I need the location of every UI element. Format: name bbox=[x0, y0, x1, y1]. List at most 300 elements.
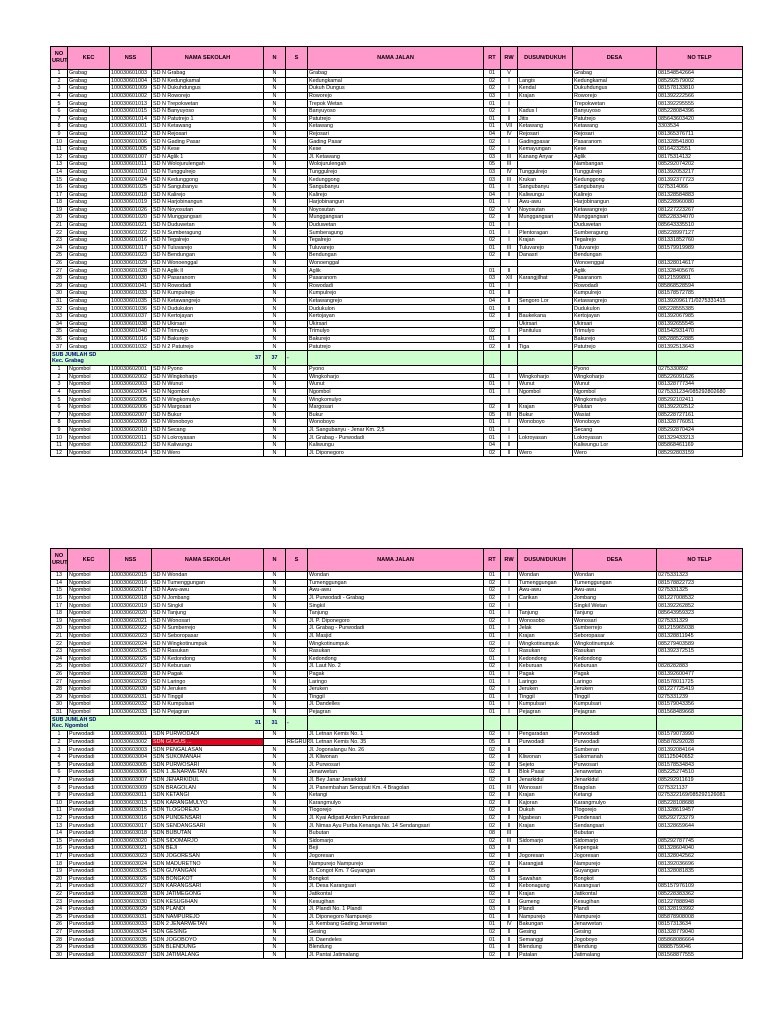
cell-kec: Ngombol bbox=[68, 632, 110, 640]
cell-rt: 01 bbox=[484, 943, 501, 951]
cell-kec: Ngombol bbox=[68, 572, 110, 580]
cell-no-telp: 081328584883 bbox=[657, 191, 743, 199]
cell-dusun: Krajan bbox=[518, 237, 573, 245]
cell-nama-jalan: Jl. Daendeles bbox=[308, 936, 484, 944]
cell-nss: 100030602019 bbox=[110, 602, 152, 610]
cell-rt: 02 bbox=[484, 214, 501, 222]
cell-rt: 01 bbox=[484, 655, 501, 663]
cell-no-telp: 081579919989 bbox=[657, 244, 743, 252]
cell-n: N bbox=[264, 640, 286, 648]
cell-nss: 100030602006 bbox=[110, 403, 152, 411]
cell-desa: Seboropasar bbox=[573, 632, 657, 640]
cell-rw: II bbox=[501, 343, 518, 351]
cell-nama-jalan: Jl. Letnan Kemis No. 1 bbox=[308, 731, 484, 739]
cell-nama-sekolah: SD N Harjobinangun bbox=[152, 199, 264, 207]
cell-dusun: Lokroyasan bbox=[518, 434, 573, 442]
cell-kec: Grabag bbox=[68, 244, 110, 252]
cell-dusun: Krukan bbox=[518, 176, 573, 184]
cell-no-urut: 4 bbox=[51, 754, 68, 762]
cell-s bbox=[286, 365, 308, 373]
cell-s bbox=[286, 396, 308, 404]
cell-nama-jalan: Jl. Grabag - Purwodadi bbox=[308, 434, 484, 442]
cell-no-urut: 11 bbox=[51, 145, 68, 153]
cell-nss: 100030601026 bbox=[110, 206, 152, 214]
cell-n: N bbox=[264, 655, 286, 663]
cell-nama-jalan: Gading Pasar bbox=[308, 138, 484, 146]
cell-n: N bbox=[264, 761, 286, 769]
table-row bbox=[51, 449, 743, 457]
cell-s bbox=[286, 655, 308, 663]
table-row bbox=[51, 799, 743, 807]
table-row bbox=[51, 282, 743, 290]
table-row bbox=[51, 875, 743, 883]
cell-nama-sekolah: SDN GESING bbox=[152, 928, 264, 936]
cell-desa: Rasukan bbox=[573, 647, 657, 655]
cell-rt: 01 bbox=[484, 388, 501, 396]
cell-nama-jalan: Dudukulon bbox=[308, 305, 484, 313]
cell-nama-sekolah: SDN BEJI bbox=[152, 845, 264, 853]
cell-nama-sekolah: SDN BUBUTAN bbox=[152, 830, 264, 838]
cell-nama-jalan: Jl. Jogonalangu No. 26 bbox=[308, 746, 484, 754]
cell-dusun bbox=[518, 867, 573, 875]
cell-desa: Tumenggungan bbox=[573, 579, 657, 587]
cell-no-urut: 36 bbox=[51, 335, 68, 343]
cell-dusun: Krajan bbox=[518, 92, 573, 100]
cell-desa: Ketawang bbox=[573, 123, 657, 131]
cell-desa: Wero bbox=[573, 449, 657, 457]
cell-nama-sekolah: SD N Awu-awu bbox=[152, 587, 264, 595]
cell-nama-sekolah: SD N Kaliwungu bbox=[152, 441, 264, 449]
table-row bbox=[51, 761, 743, 769]
cell-desa: Jatimalang bbox=[573, 951, 657, 959]
cell-s bbox=[286, 206, 308, 214]
cell-desa: Pundensari bbox=[573, 814, 657, 822]
cell-rt: 02 bbox=[484, 237, 501, 245]
cell-no-urut: 21 bbox=[51, 883, 68, 891]
cell-no-urut: 4 bbox=[51, 388, 68, 396]
cell-rt: 02 bbox=[484, 761, 501, 769]
cell-kec: Purwodadi bbox=[68, 746, 110, 754]
cell-dusun: Sangubanyu bbox=[518, 183, 573, 191]
cell-no-urut: 16 bbox=[51, 594, 68, 602]
cell-rw: I bbox=[501, 594, 518, 602]
cell-desa: Rejosari bbox=[573, 130, 657, 138]
cell-nama-sekolah: SD N Tegalrejo bbox=[152, 237, 264, 245]
cell-n: N bbox=[264, 867, 286, 875]
cell-s bbox=[286, 199, 308, 207]
table-row bbox=[51, 403, 743, 411]
cell-rw: I bbox=[501, 685, 518, 693]
cell-nss: 100030603037 bbox=[110, 951, 152, 959]
cell-desa: Pulutan bbox=[573, 403, 657, 411]
table-row bbox=[51, 434, 743, 442]
cell-kec: Purwodadi bbox=[68, 830, 110, 838]
cell-nama-jalan: Tlogorejo bbox=[308, 807, 484, 815]
cell-n: N bbox=[264, 822, 286, 830]
cell-no-urut: 24 bbox=[51, 905, 68, 913]
cell-nss: 100030602032 bbox=[110, 701, 152, 709]
cell-desa: Wingkomulyo bbox=[573, 396, 657, 404]
table-row bbox=[51, 693, 743, 701]
table-row bbox=[51, 130, 743, 138]
cell-rt: 02 bbox=[484, 928, 501, 936]
cell-rw: V bbox=[501, 206, 518, 214]
cell-desa: Tlogorejo bbox=[573, 807, 657, 815]
cell-nss: 100030601001 bbox=[110, 123, 152, 131]
cell-desa: Nampurejo bbox=[573, 860, 657, 868]
cell-kec: Ngombol bbox=[68, 693, 110, 701]
cell-kec: Purwodadi bbox=[68, 845, 110, 853]
cell-no-telp: 0275331234/085292802680 bbox=[657, 388, 743, 396]
cell-desa: Sendangsari bbox=[573, 822, 657, 830]
cell-no-telp: 08121599801 bbox=[657, 275, 743, 283]
cell-s bbox=[286, 328, 308, 336]
cell-nama-jalan: Patutrejo bbox=[308, 343, 484, 351]
cell-rt: 03 bbox=[484, 92, 501, 100]
cell-n: N bbox=[264, 898, 286, 906]
cell-desa: Gesing bbox=[573, 928, 657, 936]
cell-dusun: Krajan bbox=[518, 822, 573, 830]
cell-nama-jalan: Jeruken bbox=[308, 685, 484, 693]
subtotal-row bbox=[51, 716, 743, 731]
cell-rt: 02 bbox=[484, 890, 501, 898]
cell-s bbox=[286, 905, 308, 913]
cell-dusun: Jelak bbox=[518, 625, 573, 633]
cell-no-urut: 15 bbox=[51, 176, 68, 184]
cell-s bbox=[286, 617, 308, 625]
table-row bbox=[51, 731, 743, 739]
cell-no-telp: 085228108688 bbox=[657, 799, 743, 807]
cell-no-urut: 4 bbox=[51, 92, 68, 100]
table-row bbox=[51, 951, 743, 959]
cell-no-urut: 31 bbox=[51, 708, 68, 716]
cell-s bbox=[286, 761, 308, 769]
cell-nama-sekolah: SD N Pagak bbox=[152, 670, 264, 678]
cell-dusun: Keburuan bbox=[518, 663, 573, 671]
cell-kec: Ngombol bbox=[68, 663, 110, 671]
cell-no-telp: 081542931470 bbox=[657, 328, 743, 336]
cell-desa: Banyuyoso bbox=[573, 107, 657, 115]
cell-no-telp: 0275331325 bbox=[657, 587, 743, 595]
cell-no-telp: 085228555385 bbox=[657, 305, 743, 313]
cell-n: N bbox=[264, 852, 286, 860]
cell-dusun bbox=[518, 426, 573, 434]
cell-no-telp: 0275322169/085292126081 bbox=[657, 792, 743, 800]
cell-kec: Purwodadi bbox=[68, 883, 110, 891]
cell-s bbox=[286, 92, 308, 100]
cell-dusun: Pengaradan bbox=[518, 731, 573, 739]
cell-nama-sekolah: SD N Rowodadi bbox=[152, 282, 264, 290]
cell-rw: II bbox=[501, 814, 518, 822]
cell-dusun bbox=[518, 267, 573, 275]
cell-nama-jalan: Grabag bbox=[308, 70, 484, 78]
table-row bbox=[51, 754, 743, 762]
table-row bbox=[51, 176, 743, 184]
cell-s bbox=[286, 769, 308, 777]
table-row bbox=[51, 328, 743, 336]
cell-rt: 02 bbox=[484, 898, 501, 906]
cell-nama-jalan: Bakurejo bbox=[308, 335, 484, 343]
cell-nss: 100030602012 bbox=[110, 441, 152, 449]
subtotal-row bbox=[51, 350, 743, 365]
table-row bbox=[51, 814, 743, 822]
cell-s bbox=[286, 830, 308, 838]
table-row bbox=[51, 381, 743, 389]
cell-nama-sekolah: SDN KARANGMULYO bbox=[152, 799, 264, 807]
table-row bbox=[51, 426, 743, 434]
cell-no-telp: 081328193992 bbox=[657, 905, 743, 913]
cell-no-telp: 081568489668 bbox=[657, 708, 743, 716]
table-row bbox=[51, 92, 743, 100]
header-nama-sekolah: NAMA SEKOLAH bbox=[152, 47, 264, 70]
subtotal-empty bbox=[308, 716, 484, 731]
cell-nss: 100030601030 bbox=[110, 275, 152, 283]
table-row bbox=[51, 365, 743, 373]
cell-desa: Bakurejo bbox=[573, 335, 657, 343]
cell-rt: 02 bbox=[484, 587, 501, 595]
cell-nss: 100030602028 bbox=[110, 670, 152, 678]
cell-rt: 01 bbox=[484, 419, 501, 427]
cell-rw: I bbox=[501, 655, 518, 663]
cell-no-telp: 081328776051 bbox=[657, 419, 743, 427]
table-row bbox=[51, 594, 743, 602]
cell-nama-jalan: Rejosari bbox=[308, 130, 484, 138]
cell-kec: Grabag bbox=[68, 221, 110, 229]
cell-nama-jalan: Wondan bbox=[308, 572, 484, 580]
header-nss: NSS bbox=[110, 549, 152, 572]
cell-nss: 100030603021 bbox=[110, 845, 152, 853]
cell-dusun: Karangjati bbox=[518, 860, 573, 868]
cell-no-urut: 2 bbox=[51, 77, 68, 85]
cell-nama-sekolah: SDN GUYANGAN bbox=[152, 867, 264, 875]
cell-s bbox=[286, 320, 308, 328]
cell-no-telp: 085157976109 bbox=[657, 883, 743, 891]
cell-nama-sekolah: SD N 2 Patutrejo bbox=[152, 343, 264, 351]
cell-nama-jalan: Jl. Congot Km. 7 Guyangan bbox=[308, 867, 484, 875]
cell-n: N bbox=[264, 769, 286, 777]
table-row bbox=[51, 343, 743, 351]
cell-nama-jalan: Tumenggungan bbox=[308, 579, 484, 587]
cell-rt: 02 bbox=[484, 313, 501, 321]
cell-dusun: Kedondong bbox=[518, 655, 573, 663]
cell-nss: 100030602033 bbox=[110, 708, 152, 716]
cell-nama-jalan: Kertojayan bbox=[308, 313, 484, 321]
cell-s bbox=[286, 807, 308, 815]
cell-n: N bbox=[264, 754, 286, 762]
cell-rw: II bbox=[501, 746, 518, 754]
cell-no-urut: 20 bbox=[51, 214, 68, 222]
cell-dusun: Wondan bbox=[518, 572, 573, 580]
cell-kec: Grabag bbox=[68, 123, 110, 131]
cell-nama-sekolah: SD N Tuluvarejo bbox=[152, 244, 264, 252]
cell-no-telp: 081578822723 bbox=[657, 579, 743, 587]
cell-nss: 100030603007 bbox=[110, 776, 152, 784]
cell-s bbox=[286, 792, 308, 800]
cell-nama-jalan: Wonoboyo bbox=[308, 419, 484, 427]
cell-nama-jalan: Banyuyoso bbox=[308, 107, 484, 115]
cell-kec: Ngombol bbox=[68, 419, 110, 427]
cell-rt: 03 bbox=[484, 275, 501, 283]
table-row bbox=[51, 587, 743, 595]
cell-desa: Sumberan bbox=[573, 746, 657, 754]
table-row bbox=[51, 617, 743, 625]
cell-no-urut: 10 bbox=[51, 799, 68, 807]
table-row bbox=[51, 275, 743, 283]
cell-nama-sekolah: SDN JENARKIDUL bbox=[152, 776, 264, 784]
cell-no-telp: 085292723279 bbox=[657, 814, 743, 822]
cell-rt: 04 bbox=[484, 297, 501, 305]
cell-nama-jalan: Jl. Desa Karangsari bbox=[308, 883, 484, 891]
cell-n: N bbox=[264, 199, 286, 207]
cell-s bbox=[286, 883, 308, 891]
cell-s bbox=[286, 852, 308, 860]
cell-nama-jalan: Jl. Pantai Jatimalang bbox=[308, 951, 484, 959]
cell-no-telp: 085226091626 bbox=[657, 373, 743, 381]
cell-dusun: Pagak bbox=[518, 670, 573, 678]
cell-s bbox=[286, 153, 308, 161]
cell-no-telp: 081227223267 bbox=[657, 206, 743, 214]
table-row bbox=[51, 701, 743, 709]
header-s: S bbox=[286, 47, 308, 70]
cell-rw: I bbox=[501, 229, 518, 237]
cell-nama-jalan: Pagak bbox=[308, 670, 484, 678]
cell-n: N bbox=[264, 320, 286, 328]
cell-dusun: Noyosutan bbox=[518, 206, 573, 214]
cell-nss: 100030602017 bbox=[110, 587, 152, 595]
cell-nama-sekolah: SD N Singkil bbox=[152, 602, 264, 610]
cell-no-telp bbox=[657, 875, 743, 883]
school-table-1 bbox=[50, 46, 743, 457]
cell-rt: 01 bbox=[484, 632, 501, 640]
cell-nss: 100030602023 bbox=[110, 632, 152, 640]
cell-no-telp: 0275321137 bbox=[657, 784, 743, 792]
cell-nss: 100030601032 bbox=[110, 343, 152, 351]
cell-n: N bbox=[264, 434, 286, 442]
cell-rw: II bbox=[501, 913, 518, 921]
cell-no-telp: 085288522885 bbox=[657, 335, 743, 343]
cell-s bbox=[286, 434, 308, 442]
subtotal-empty bbox=[308, 350, 484, 365]
cell-nss: 100030603001 bbox=[110, 731, 152, 739]
cell-nama-sekolah: SDN KESUGIHAN bbox=[152, 898, 264, 906]
cell-nama-sekolah: SD N Kertojayan bbox=[152, 313, 264, 321]
cell-rw: I bbox=[501, 282, 518, 290]
cell-rw: III bbox=[501, 161, 518, 169]
table-row bbox=[51, 678, 743, 686]
header-rt: RT bbox=[484, 47, 501, 70]
cell-nss: 100030601022 bbox=[110, 229, 152, 237]
cell-n: N bbox=[264, 388, 286, 396]
cell-n: N bbox=[264, 814, 286, 822]
cell-no-telp: 081392067985 bbox=[657, 313, 743, 321]
cell-n: N bbox=[264, 625, 286, 633]
cell-nama-jalan: Bongkot bbox=[308, 875, 484, 883]
cell-kec: Ngombol bbox=[68, 441, 110, 449]
cell-nss: 100030603033 bbox=[110, 921, 152, 929]
cell-kec: Grabag bbox=[68, 199, 110, 207]
cell-kec: Grabag bbox=[68, 328, 110, 336]
cell-kec: Purwodadi bbox=[68, 852, 110, 860]
cell-nama-sekolah: SD N Trimulyo bbox=[152, 328, 264, 336]
table-row bbox=[51, 145, 743, 153]
cell-s bbox=[286, 138, 308, 146]
cell-s bbox=[286, 776, 308, 784]
cell-n: N bbox=[264, 426, 286, 434]
cell-rt bbox=[484, 365, 501, 373]
cell-rw: I bbox=[501, 572, 518, 580]
cell-rw: XII bbox=[501, 275, 518, 283]
cell-dusun: Ngombol bbox=[518, 388, 573, 396]
table-row bbox=[51, 411, 743, 419]
cell-s bbox=[286, 913, 308, 921]
cell-s bbox=[286, 860, 308, 868]
cell-rt: 02 bbox=[484, 852, 501, 860]
cell-s bbox=[286, 419, 308, 427]
cell-dusun bbox=[518, 305, 573, 313]
cell-rt: 03 bbox=[484, 845, 501, 853]
cell-dusun bbox=[518, 335, 573, 343]
cell-desa: Kaliwungu Lor bbox=[573, 441, 657, 449]
subtotal-empty bbox=[518, 350, 573, 365]
cell-nss: 100030603011 bbox=[110, 792, 152, 800]
cell-nama-jalan: Ketangi bbox=[308, 792, 484, 800]
cell-nss: 100030601021 bbox=[110, 221, 152, 229]
cell-n: N bbox=[264, 905, 286, 913]
cell-nss: 100030603034 bbox=[110, 928, 152, 936]
cell-kec: Grabag bbox=[68, 115, 110, 123]
cell-desa: Bragolan bbox=[573, 784, 657, 792]
table-row bbox=[51, 297, 743, 305]
cell-no-telp: 085292787745 bbox=[657, 837, 743, 845]
cell-rw: I bbox=[501, 579, 518, 587]
table-row bbox=[51, 214, 743, 222]
cell-nss: 100030601016 bbox=[110, 335, 152, 343]
cell-rt: 01 bbox=[484, 434, 501, 442]
table-row bbox=[51, 441, 743, 449]
cell-dusun: Jeruken bbox=[518, 685, 573, 693]
cell-no-telp: 081328541800 bbox=[657, 138, 743, 146]
cell-kec: Ngombol bbox=[68, 609, 110, 617]
cell-rt: 02 bbox=[484, 85, 501, 93]
cell-no-telp: 085643603420 bbox=[657, 115, 743, 123]
cell-rw: II bbox=[501, 738, 518, 746]
cell-s bbox=[286, 107, 308, 115]
cell-n: N bbox=[264, 685, 286, 693]
cell-desa: Ketawangrejo bbox=[573, 206, 657, 214]
cell-no-telp: 081328081835 bbox=[657, 867, 743, 875]
cell-n: N bbox=[264, 335, 286, 343]
cell-s bbox=[286, 670, 308, 678]
cell-no-telp: 081329433213 bbox=[657, 434, 743, 442]
cell-no-urut: 17 bbox=[51, 852, 68, 860]
cell-n: N bbox=[264, 237, 286, 245]
cell-desa: Pyono bbox=[573, 365, 657, 373]
cell-kec: Grabag bbox=[68, 130, 110, 138]
cell-dusun: Pejagran bbox=[518, 708, 573, 716]
cell-nama-jalan: Jl. Letnan Kemis No. 35 bbox=[308, 738, 484, 746]
cell-no-telp: 085228960080 bbox=[657, 199, 743, 207]
cell-rw: II bbox=[501, 860, 518, 868]
cell-nss: 100030601010 bbox=[110, 168, 152, 176]
cell-rw: IV bbox=[501, 130, 518, 138]
cell-s bbox=[286, 731, 308, 739]
cell-rt: 02 bbox=[484, 814, 501, 822]
cell-no-telp: 081579043356 bbox=[657, 701, 743, 709]
cell-rw: II bbox=[501, 290, 518, 298]
cell-desa: Roworejo bbox=[573, 92, 657, 100]
cell-nama-jalan: Wingkoharjo bbox=[308, 373, 484, 381]
cell-n: N bbox=[264, 943, 286, 951]
